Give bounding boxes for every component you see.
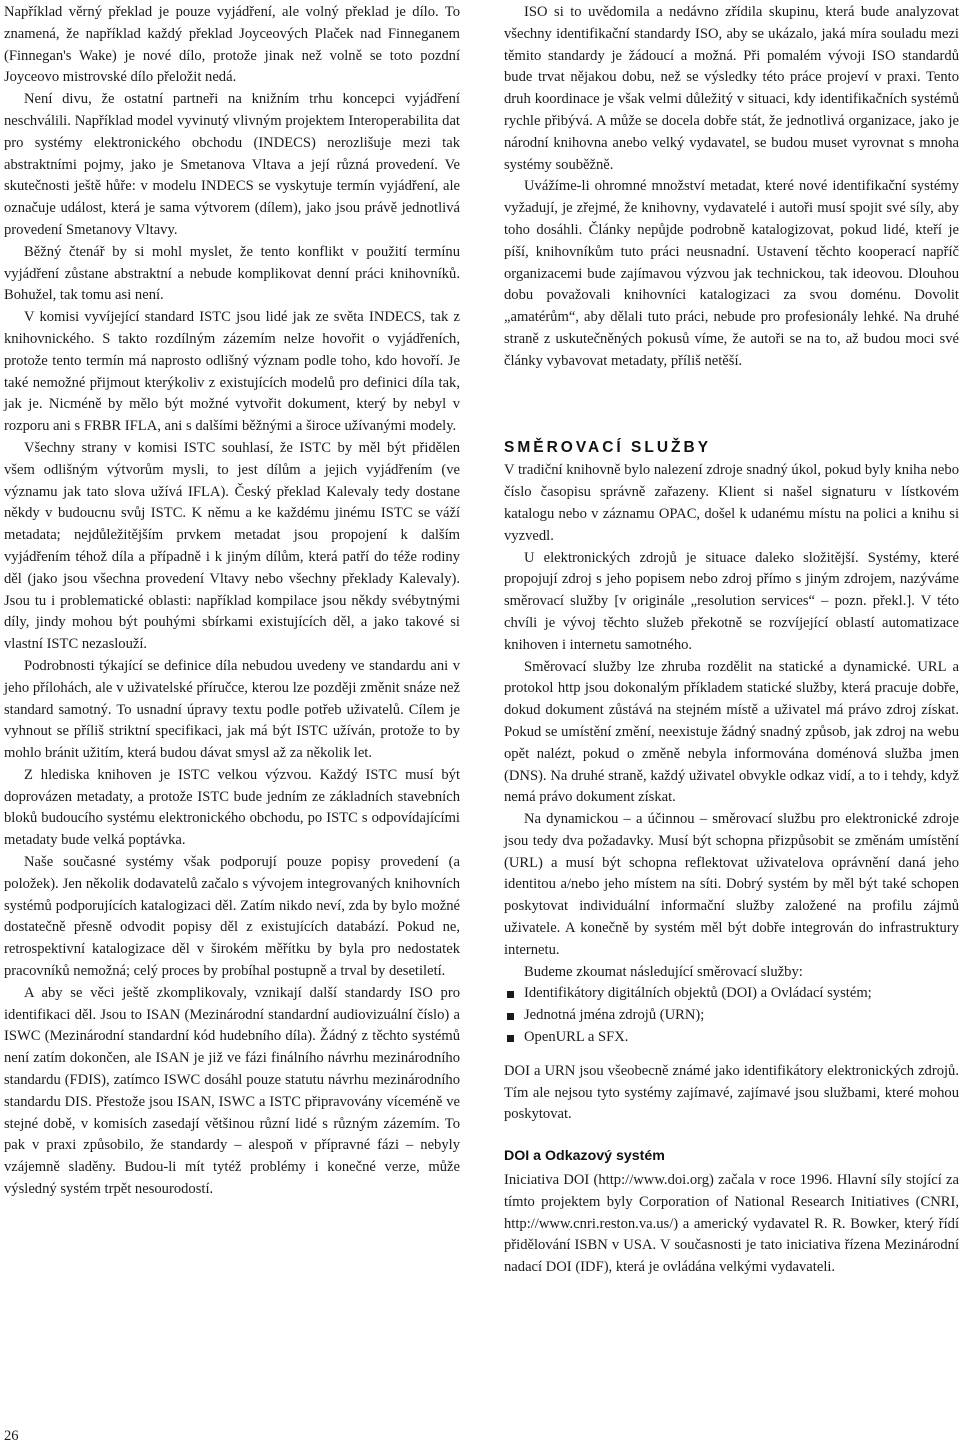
paragraph: Naše současné systémy však podporují pouze popisy provedení (a položek). Jen několik dodavatelů začalo s vývojem integrovaných knihovních systémů podporujících katalogizaci děl. Zatím nikdo neví, zda by bylo možné dostatečně přesně odvodit popisy děl z existujících databází. Pokud ne, retrospektivní katalogizace děl v širokém měřítku by byla pro nedostatek pracovníků nemožná; celý proces by probíhal postupně a trval by desetiletí. [4,854,460,980]
paragraph: Podrobnosti týkající se definice díla nebudou uvedeny ve standardu ani v jeho přílohách, ale v uživatelské příručce, kterou lze později změnit snáze než standard samotný. To usnadní úpravy textu podle potřeb uživatelů. Cílem je vyhnout se příliš striktní specifikaci, jak má být ISTC užíván, protože to by mohlo bránit užitím, která budou dávat smysl až za několik let. [4,657,460,762]
paragraph: Běžný čtenář by si mohl myslet, že tento konflikt v použití termínu vyjádření zůstane abstraktní a nebude komplikovat denní práci knihovníků. Bohužel, tak tomu asi není. [4,243,460,304]
paragraph: Budeme zkoumat následující směrovací služby: [524,963,803,980]
page-number: 26 [4,1428,19,1444]
subsection-heading: DOI a Odkazový systém [504,1148,665,1165]
paragraph: Směrovací služby lze zhruba rozdělit na statické a dynamické. URL a protokol http jsou dokonalým příkladem statické služby, která pracuje dobře, dokud dokument zůstává na stejném místě a uživatel má právo zdroj získat. Pokud se umístění změní, neexistuje žádný snadný způsob, jak zdroj na webu opět nalézt, pokud o změně nebyla informována doménová služba jmen (DNS). Na druhé straně, každý uživatel obvykle odkaz vidí, a to i tehdy, když nemá právo dokument získat. [504,658,959,806]
paragraph: Na dynamickou – a účinnou – směrovací službu pro elektronické zdroje jsou tedy dva požadavky. Musí být schopna přizpůsobit se změnám umístění (URL) a musí být schopna reflektovat uživatelova oprávnění daná jeho identitou a/nebo jeho místem na síti. Dobrý systém by měl být také schopen poskytovat individuální informační služby založené na profilu zájmů uživatele. A konečně by systém měl být dobře integrován do infrastruktury internetu. [504,811,959,958]
paragraph: Všechny strany v komisi ISTC souhlasí, že ISTC by měl být přidělen všem odlišným výtvorům mysli, to jest dílům a jejich vyjádřením (ve významu jak tato slova užívá IFLA). Český překlad Kalevaly tedy dostane někdy v budoucnu svůj ISTC. K němu a ke každému jinému ISTC se váží metadata; nejdůležitějším prvkem metadat jsou propojení k dalším vyjádřením téhož díla a případně i k jiným dílům, která patří do téže rodiny děl (jako jsou všechna provedení Vltavy nebo všechny překlady Kalevaly). Jsou tu i problematické oblasti: například kompilace jsou někdy svébytnými díly, jindy mohou být pouhými sbírkami existujících děl, a jako takové si vlastní ISTC nezaslouží. [4,439,460,653]
paragraph: Není divu, že ostatní partneři na knižním trhu koncepci vyjádření neschválili. Například model vyvinutý vlivným projektem Interoperabilita dat pro systémy elektronického obchodu (INDECS) nerozlišuje mezi tak abstraktními pojmy, jako je Smetanova Vltava a její různá provedení. Ve skutečnosti ještě hůře: v modelu INDECS se vyskytuje termín vyjádření, ale označuje událost, která je sama výtvorem (dílem), jako jsou právě jednotlivá provedení Smetanovy Vltavy. [4,91,460,238]
paragraph: DOI a URN jsou všeobecně známé jako identifikátory elektronických zdrojů. Tím ale nejsou tyto systémy zajímavé, zajímavé jsou službami, které mohou poskytovat. [504,1062,959,1123]
paragraph: U elektronických zdrojů je situace daleko složitější. Systémy, které propojují zdroj s jeho popisem nebo zdroj přímo s jiným zdrojem, nazýváme směrovací služby [v originále „resolution services“ – pozn. překl.]. V této chvíli je vývoj těchto služeb překotně se rozvíjející oblastí automatizace knihoven i internetu samotného. [504,549,959,653]
paragraph: Z hlediska knihoven je ISTC velkou výzvou. Každý ISTC musí být doprovázen metadaty, a protože ISTC bude jedním ze základních stavebních bloků budoucího systému elektronického obchodu, po ISTC s odpovídajícími metadaty bude velká poptávka. [4,766,460,849]
list-item: OpenURL a SFX. [504,1027,959,1049]
spacer [504,1049,959,1061]
paragraph: ISO si to uvědomila a nedávno zřídila skupinu, která bude analyzovat všechny identifikační standardy ISO, aby se ukázalo, jaká míra souladu mezi těmito standardy je žádoucí a možná. Při pomalém vývoji ISO standardů bude trvat nějakou dobu, než se výsledky této práce projeví v praxi. Tento druh koordinace je však velmi důležitý v situaci, kdy identifikačních systémů rychle přibývá. A může se docela dobře stát, že jednotlivá organizace, jako je národní knihovna anebo velký vydavatel, se budou muset vyrovnat s mnoha systémy souběžně. [504,4,959,173]
section-heading: SMĚROVACÍ SLUŽBY [504,438,712,456]
paragraph: V komisi vyvíjející standard ISTC jsou lidé jak ze světa INDECS, tak z knihovnického. S takto rozdílným zázemím nelze hovořit o vyjádřeních, protože tento termín má naprosto odlišný význam podle toho, kdo hovoří. Je také nemožné přijmout kterýkoliv z existujících modelů pro definici díla tak, jak je. Nicméně by mělo být možné vytvořit dokument, který by nebyl v rozporu ani s FRBR IFLA, ani s dalšími běžnými a široce užívanými modely. [4,309,460,435]
paragraph: Iniciativa DOI (http://www.doi.org) začala v roce 1996. Hlavní síly stojící za tímto projektem byly Corporation of National Research Initiatives (CNRI, http://www.cnri.reston.va.us/) a americký vydavatel R. R. Bowker, který řídí přidělování ISBN v USA. V současnosti je tato iniciativa řízena Mezinárodní nadací DOI (IDF), která je ovládána velkými vydavateli. [504,1172,959,1276]
left-column [4,2,460,1201]
paragraph: A aby se věci ještě zkomplikovaly, vznikají další standardy ISO pro identifikaci děl. Jsou to ISAN (Mezinárodní standardní audiovizuální číslo) a ISWC (Mezinárodní standardní kód hudebního díla). Žádný z těchto systémů není zatím dokončen, ale ISAN je již ve fázi finálního návrhu mezinárodního standardu (FDIS), zatímco ISWC dosáhl pouze statutu návrhu mezinárodního standardu DIS. Přestože jsou ISAN, ISWC a ISTC připravovány víceméně ve stejné době, v komisích zasedají většinou různí lidé s různým zázemím. To pak v praxi způsobilo, že standardy – alespoň v přípravné fázi – nebyly vzájemně sladěny. Budou-li mít tytéž problémy i konečné verze, může výsledný systém trpět nesourodostí. [4,984,460,1198]
bullet-list [504,983,959,1048]
paragraph: V tradiční knihovně bylo nalezení zdroje snadný úkol, pokud byly kniha nebo číslo časopisu správně zařazeny. Klient si našel signaturu v lístkovém katalogu nebo v záznamu OPAC, došel k udanému místu na polici a knihu si vyzvedl. [504,462,959,544]
paragraph: Například věrný překlad je pouze vyjádření, ale volný překlad je dílo. To znamená, že například každý překlad Joyceových Plaček nad Finneganem (Finnegan's Wake) je nové dílo, protože jinak než volně se toto pozdní Joyceovo mistrovské dílo přeložit nedá. [4,4,460,86]
right-column [504,2,959,1279]
paragraph: Uvážíme-li ohromné množství metadat, které nové identifikační systémy vyžadují, je zřejmé, že knihovny, vydavatelé i autoři musí spojit své síly, aby toho dosáhli. Články nepůjde podrobně katalogizovat, pokud lidé, kteří je píší, knihovníkům tuto práci neusnadní. Ustavení těchto kooperací napříč organizacemi bude zajímavou výzvou jak technickou, tak ideovou. Dlouhou dobu považovali knihovníci katalogizaci za svou doménu. Dovolit „amatérům“, aby dělali tuto práci, nebude pro profesionály lehké. Na druhé straně z uskutečněných pokusů víme, že autoři se na to, až budou moci své články vybavovat metadaty, příliš netěší. [504,178,959,369]
list-item: Identifikátory digitálních objektů (DOI) a Ovládací systém; [504,983,959,1005]
list-item: Jednotná jména zdrojů (URN); [504,1005,959,1027]
